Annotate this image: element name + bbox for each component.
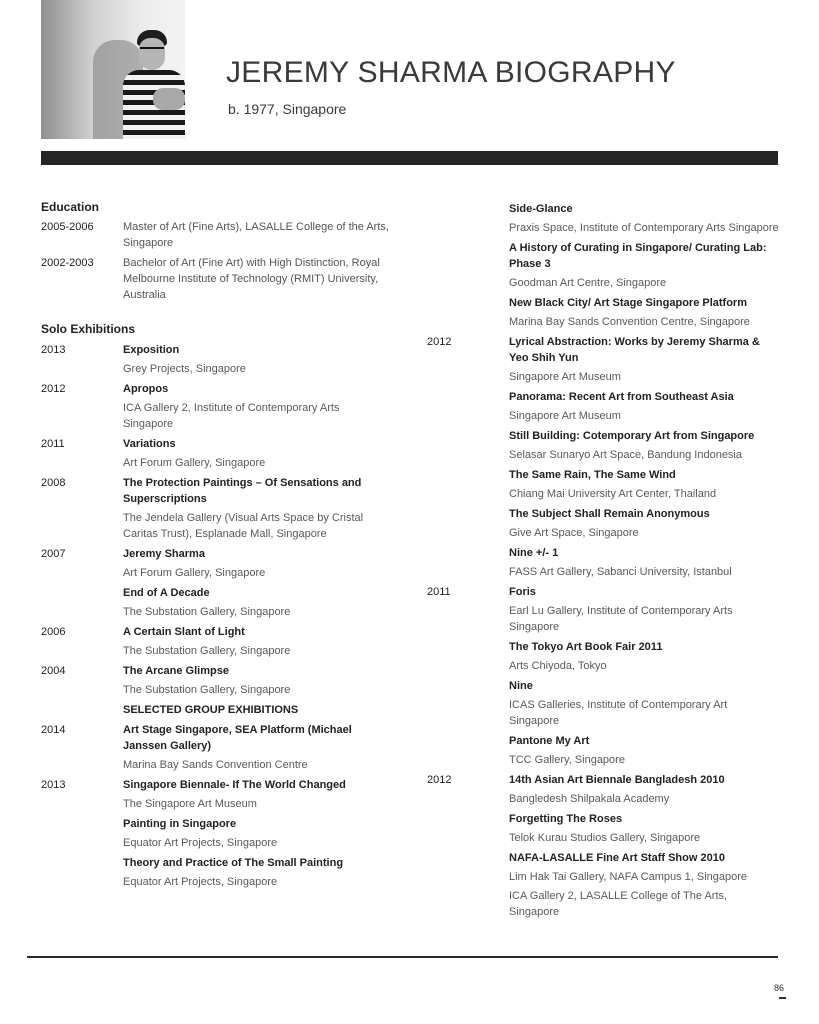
exhibition-title: Nine +/- 1 <box>509 547 559 559</box>
right-column <box>427 200 787 923</box>
exhibition-entry <box>427 849 787 888</box>
exhibition-venue: Equator Art Projects, Singapore <box>123 876 278 888</box>
exhibition-title: Theory and Practice of The Small Painting <box>123 857 344 869</box>
exhibition-year <box>41 854 123 893</box>
exhibition-year: 2007 <box>41 548 66 560</box>
education-text: Bachelor of Art (Fine Art) with High Distinction, Royal Melbourne Institute of Technology (RMIT) University, Australia <box>123 257 380 301</box>
exhibition-title: Jeremy Sharma <box>123 548 205 560</box>
exhibition-venue: Praxis Space, Institute of Contemporary Arts Singapore <box>509 222 779 234</box>
exhibition-venue: ICA Gallery 2, Institute of Contemporary Arts Singapore <box>123 402 340 430</box>
exhibition-year: 2012 <box>427 336 452 348</box>
exhibition-venue: Lim Hak Tai Gallery, NAFA Campus 1, Singapore <box>509 871 748 883</box>
exhibition-venue: Bangledesh Shilpakala Academy <box>509 793 670 805</box>
birth-info: b. 1977, Singapore <box>228 101 347 117</box>
exhibition-venue: Chiang Mai University Art Center, Thailand <box>509 488 717 500</box>
exhibition-title: NAFA-LASALLE Fine Art Staff Show 2010 <box>509 852 725 864</box>
exhibition-entry <box>41 623 401 662</box>
exhibition-title: The Protection Paintings – Of Sensations and Superscriptions <box>123 477 362 505</box>
exhibition-entry <box>41 474 401 545</box>
exhibition-year: 2013 <box>41 344 66 356</box>
exhibition-year <box>427 849 509 888</box>
exhibition-venue: The Jendela Gallery (Visual Arts Space by Cristal Caritas Trust), Esplanade Mall, Singapore <box>123 512 364 540</box>
exhibition-venue: Singapore Art Museum <box>509 410 621 422</box>
exhibition-year: 2011 <box>41 438 65 450</box>
exhibition-title: 14th Asian Art Biennale Bangladesh 2010 <box>509 774 725 786</box>
exhibition-venue: Give Art Space, Singapore <box>509 527 639 539</box>
exhibition-title: New Black City/ Art Stage Singapore Platform <box>509 297 747 309</box>
exhibition-entry <box>427 771 787 810</box>
exhibition-venue: The Singapore Art Museum <box>123 798 257 810</box>
exhibition-year <box>427 544 509 583</box>
exhibition-entry <box>427 888 787 923</box>
exhibition-year <box>427 732 509 771</box>
exhibition-title: Variations <box>123 438 176 450</box>
exhibition-entry <box>427 638 787 677</box>
exhibition-title: Side-Glance <box>509 203 573 215</box>
exhibition-entry <box>41 721 401 776</box>
exhibition-venue: The Substation Gallery, Singapore <box>123 684 291 696</box>
exhibition-entry <box>427 505 787 544</box>
exhibition-title: Singapore Biennale- If The World Changed <box>123 779 346 791</box>
exhibition-title: Pantone My Art <box>509 735 590 747</box>
exhibition-entry <box>41 435 401 474</box>
exhibition-title: The Subject Shall Remain Anonymous <box>509 508 710 520</box>
exhibition-title: Lyrical Abstraction: Works by Jeremy Sharma & Yeo Shih Yun <box>509 336 760 364</box>
exhibition-title: Still Building: Cotemporary Art from Singapore <box>509 430 755 442</box>
page-title: JEREMY SHARMA BIOGRAPHY <box>226 56 676 89</box>
education-item <box>41 255 401 303</box>
exhibition-venue: Arts Chiyoda, Tokyo <box>509 660 607 672</box>
exhibition-title: End of A Decade <box>123 587 210 599</box>
exhibition-title: The Arcane Glimpse <box>123 665 229 677</box>
exhibition-entry <box>427 677 787 732</box>
exhibition-entry <box>427 333 787 388</box>
exhibition-year: 2012 <box>41 383 66 395</box>
exhibition-entry <box>41 854 401 893</box>
exhibition-venue: Telok Kurau Studios Gallery, Singapore <box>509 832 701 844</box>
education-years: 2002-2003 <box>41 257 94 269</box>
exhibition-year: 2012 <box>427 774 452 786</box>
exhibition-venue: The Substation Gallery, Singapore <box>123 645 291 657</box>
exhibition-title: Exposition <box>123 344 180 356</box>
exhibition-venue: ICA Gallery 2, LASALLE College of The Arts, Singapore <box>509 890 728 918</box>
exhibition-title: Nine <box>509 680 533 692</box>
exhibition-title: Panorama: Recent Art from Southeast Asia <box>509 391 734 403</box>
exhibition-year <box>427 810 509 849</box>
exhibition-year <box>427 677 509 732</box>
exhibition-venue: Singapore Art Museum <box>509 371 621 383</box>
exhibition-year <box>427 200 509 239</box>
exhibition-venue: Earl Lu Gallery, Institute of Contemporary Arts Singapore <box>509 605 733 633</box>
exhibition-entry <box>427 427 787 466</box>
exhibition-year <box>41 815 123 854</box>
education-text: Master of Art (Fine Arts), LASALLE College of the Arts, Singapore <box>123 221 389 249</box>
exhibition-entry <box>41 545 401 584</box>
education-years: 2005-2006 <box>41 221 94 233</box>
exhibition-venue: Marina Bay Sands Convention Centre, Singapore <box>509 316 750 328</box>
exhibition-year <box>427 427 509 466</box>
exhibition-year <box>427 294 509 333</box>
exhibition-entry <box>41 662 401 701</box>
exhibition-entry <box>41 815 401 854</box>
exhibition-venue: Goodman Art Centre, Singapore <box>509 277 667 289</box>
photo-head <box>139 38 165 70</box>
left-column <box>41 200 401 893</box>
exhibition-title: Foris <box>509 586 536 598</box>
header-bar <box>41 151 778 165</box>
exhibition-entry <box>427 583 787 638</box>
exhibition-title: Forgetting The Roses <box>509 813 623 825</box>
exhibition-entry <box>427 200 787 239</box>
exhibition-title: Apropos <box>123 383 169 395</box>
exhibition-year: 2011 <box>427 586 451 598</box>
exhibition-entry <box>427 388 787 427</box>
exhibition-entry <box>427 466 787 505</box>
photo-glasses <box>140 47 164 54</box>
page-number: 86 <box>774 983 785 993</box>
artist-photo <box>41 0 185 139</box>
exhibition-year: 2006 <box>41 626 66 638</box>
exhibition-title: A Certain Slant of Light <box>123 626 245 638</box>
exhibition-title: The Same Rain, The Same Wind <box>509 469 676 481</box>
exhibition-venue: FASS Art Gallery, Sabanci University, Istanbul <box>509 566 732 578</box>
exhibition-year <box>427 888 509 923</box>
exhibition-venue: Selasar Sunaryo Art Space, Bandung Indonesia <box>509 449 742 461</box>
exhibition-year <box>427 638 509 677</box>
photo-arm <box>153 88 185 110</box>
exhibition-venue: Art Forum Gallery, Singapore <box>123 457 266 469</box>
exhibition-entry <box>427 810 787 849</box>
exhibition-venue: The Substation Gallery, Singapore <box>123 606 291 618</box>
exhibition-venue: Art Forum Gallery, Singapore <box>123 567 266 579</box>
group-exhibitions-heading-row <box>41 701 401 721</box>
page-number-underline <box>779 997 786 999</box>
education-item <box>41 219 401 251</box>
exhibition-year <box>427 388 509 427</box>
exhibition-entry <box>41 341 401 380</box>
exhibition-title: The Tokyo Art Book Fair 2011 <box>509 641 663 653</box>
exhibition-venue: Marina Bay Sands Convention Centre <box>123 759 308 771</box>
footer-rule <box>27 956 778 958</box>
exhibition-title: Painting in Singapore <box>123 818 237 830</box>
exhibition-entry <box>41 380 401 435</box>
exhibition-entry <box>427 239 787 294</box>
exhibition-year <box>427 466 509 505</box>
exhibition-entry <box>41 584 401 623</box>
exhibition-entry <box>427 732 787 771</box>
exhibition-year <box>427 239 509 294</box>
exhibition-entry <box>427 544 787 583</box>
education-heading: Education <box>41 200 100 214</box>
exhibition-title: Art Stage Singapore, SEA Platform (Michael Janssen Gallery) <box>123 724 352 752</box>
exhibition-venue: TCC Gallery, Singapore <box>509 754 625 766</box>
exhibition-year: 2013 <box>41 779 66 791</box>
exhibition-year: 2014 <box>41 724 66 736</box>
exhibition-venue: Grey Projects, Singapore <box>123 363 246 375</box>
exhibition-year <box>427 505 509 544</box>
exhibition-entry <box>41 776 401 815</box>
exhibition-title: A History of Curating in Singapore/ Curating Lab: Phase 3 <box>509 242 767 270</box>
exhibition-year: 2004 <box>41 665 66 677</box>
exhibition-year <box>41 584 123 623</box>
solo-exhibitions-heading: Solo Exhibitions <box>41 322 136 336</box>
exhibition-year: 2008 <box>41 477 66 489</box>
exhibition-entry <box>427 294 787 333</box>
exhibition-venue: ICAS Galleries, Institute of Contemporary Art Singapore <box>509 699 728 727</box>
group-exhibitions-heading: SELECTED GROUP EXHIBITIONS <box>123 704 299 716</box>
exhibition-venue: Equator Art Projects, Singapore <box>123 837 278 849</box>
